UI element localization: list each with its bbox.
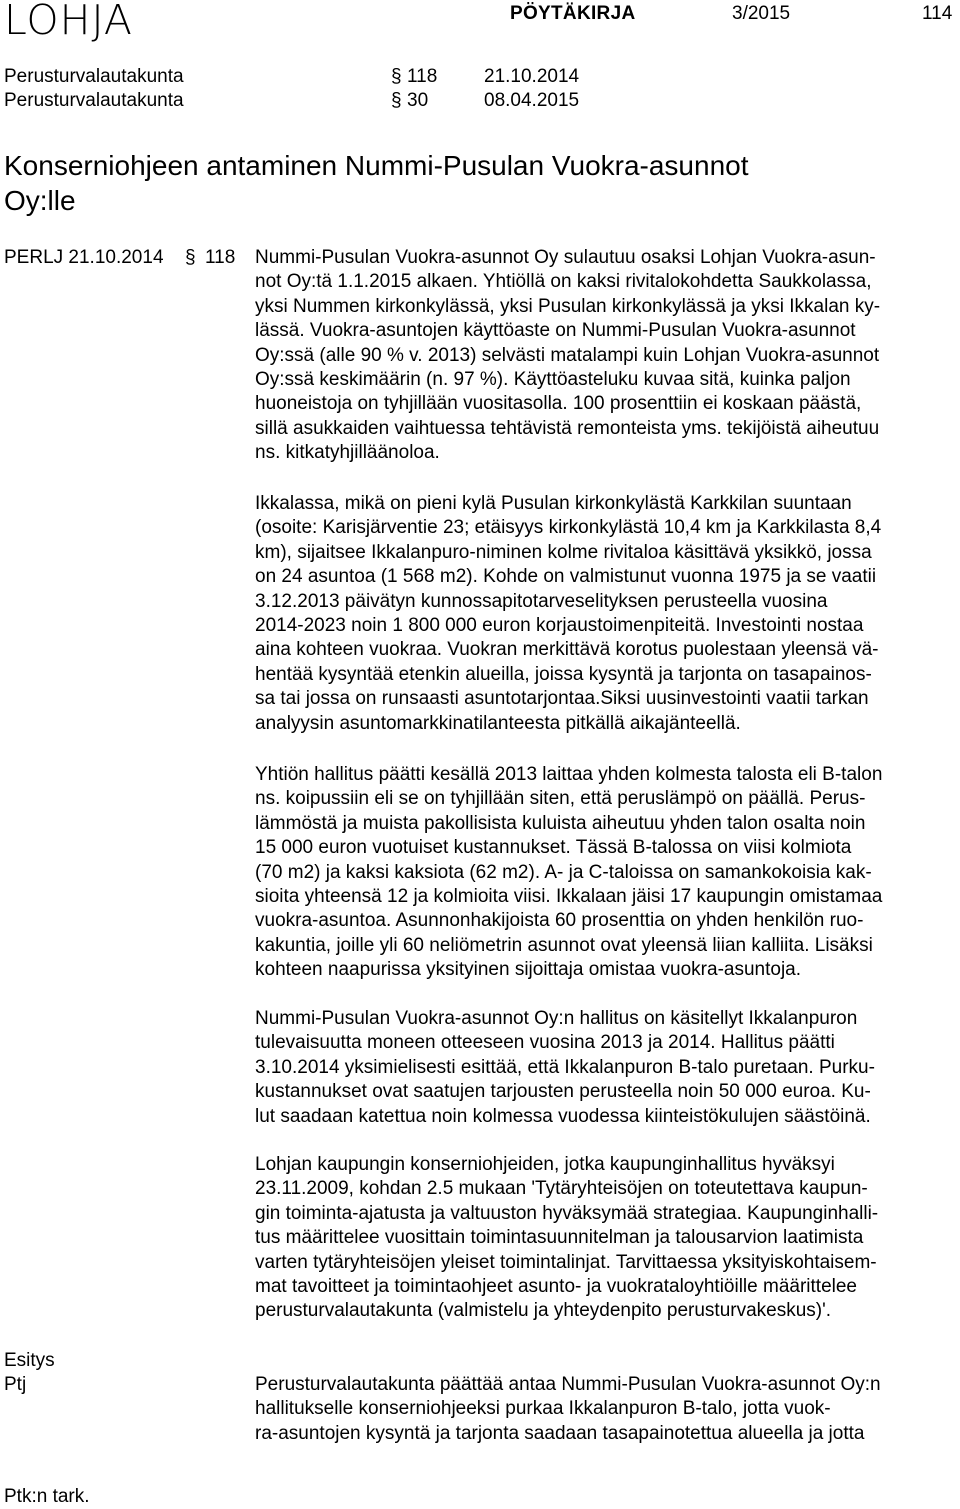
text-line: sioita yhteensä 12 ja kolmioita viisi. Ikkalaan jäisi 17 kaupungin omistamaa — [255, 886, 883, 908]
paragraph-5 — [255, 1153, 960, 1324]
text-line: perusturvalautakunta (valmistelu ja yhteydenpito perusturvakeskus)'. — [255, 1300, 832, 1322]
text-line: Ikkalassa, mikä on pieni kylä Pusulan kirkonkylästä Karkkilan suuntaan — [255, 493, 852, 514]
text-line: not Oy:tä 1.1.2015 alkaen. Yhtiöllä on kaksi rivitalokohdetta Saukkolassa, — [255, 271, 872, 293]
text-line: Yhtiön hallitus päätti kesällä 2013 laittaa yhden kolmesta talosta eli B-talon — [255, 764, 883, 785]
text-line: (osoite: Karisjärventie 23; etäisyys kirkonkylästä 10,4 km ja Karkkilasta 8,4 — [255, 517, 882, 539]
text-line: aina kohteen vuokraa. Vuokran merkittävä korotus puolestaan yleensä vä- — [255, 639, 879, 661]
text-line: mat tavoitteet ja toimintaohjeet asunto- ja vuokrataloyhtiöille määrittelee — [255, 1276, 857, 1298]
text-line: 3.12.2013 päivätyn kunnossapitotarveselityksen perusteella vuosina — [255, 590, 828, 612]
text-line: sa tai jossa on runsaasti asuntotarjontaa.Siksi uusinvestointi vaatii tarkan — [255, 688, 869, 710]
text-line: yksi Nummen kirkonkylässä, yksi Pusulan kirkonkylässä ja yksi Ikkalan ky- — [255, 295, 881, 317]
document-type: PÖYTÄKIRJA — [510, 3, 636, 24]
text-line: Oy:ssä (alle 90 % v. 2013) selvästi matalampi kuin Lohjan Vuokra-asunnot — [255, 344, 880, 366]
text-line: Oy:ssä keskimäärin (n. 97 %). Käyttöasteluku kuvaa sitä, kuinka paljon — [255, 369, 851, 391]
meta-section-number: 30 — [407, 90, 429, 111]
section-sign: § — [185, 247, 196, 268]
section-sign: § — [391, 66, 402, 87]
text-line: ns. kitkatyhjilläänoloa. — [255, 442, 440, 464]
text-line: hentää kysyntää etenkin alueilla, joissa kysyntä ja tarjonta on tasapainos- — [255, 663, 872, 685]
paragraph-3 — [255, 763, 960, 983]
paragraph-4 — [255, 1007, 960, 1129]
text-line: lässä. Vuokra-asuntojen käyttöaste on Nummi-Pusulan Vuokra-asunnot — [255, 320, 856, 342]
text-line: on 24 asuntoa (1 568 m2). Kohde on valmistunut vuonna 1975 ja se vaatii — [255, 566, 877, 588]
text-line: 2014-2023 noin 1 800 000 euron korjaustoimenpiteitä. Investointi nostaa — [255, 615, 864, 637]
text-line: varten tytäryhteisöjen yleiset toimintalinjat. Tarvittaessa yksityiskohtaisem- — [255, 1251, 877, 1273]
page-title — [4, 148, 944, 218]
text-line: lämmöstä ja muista pakollisista kuluista aiheutuu yhden talon osalta noin — [255, 812, 866, 834]
text-line: Lohjan kaupungin konserniohjeiden, jotka kaupunginhallitus hyväksyi — [255, 1154, 835, 1175]
footer-ptk-tark: Ptk:n tark. — [4, 1486, 90, 1507]
meta-line-1 — [4, 65, 704, 89]
page-title-line-2: Oy:lle — [4, 185, 76, 216]
paragraph-1 — [255, 246, 960, 466]
text-line: Nummi-Pusulan Vuokra-asunnot Oy sulautuu osaksi Lohjan Vuokra-asun- — [255, 247, 876, 268]
meta-date: 08.04.2015 — [484, 90, 580, 111]
section-sign: § — [391, 90, 402, 111]
text-line: Perusturvalautakunta päättää antaa Nummi-Pusulan Vuokra-asunnot Oy:n — [255, 1374, 881, 1395]
perlj-label — [4, 246, 244, 270]
text-line: Nummi-Pusulan Vuokra-asunnot Oy:n hallitus on käsitellyt Ikkalanpuron — [255, 1008, 858, 1029]
perlj-number: 118 — [205, 247, 236, 268]
paragraph-6 — [255, 1373, 960, 1446]
document-number: 3/2015 — [732, 3, 791, 24]
text-line: kustannukset ovat saatujen tarjousten perusteella noin 50 000 euroa. Ku- — [255, 1081, 871, 1103]
text-line: hallitukselle konserniohjeeksi purkaa Ikkalanpuron B-talo, jotta vuok- — [255, 1398, 831, 1420]
meta-date: 21.10.2014 — [484, 66, 580, 87]
text-line: ns. koipussiin eli se on tyhjillään siten, että peruslämpö on päällä. Perus- — [255, 788, 866, 810]
text-line: 3.10.2014 yksimielisesti esittää, että Ikkalanpuron B-talo puretaan. Purku- — [255, 1056, 875, 1078]
text-line: (70 m2) ja kaksi kaksiota (62 m2). A- ja C-taloissa on samankokoisia kak- — [255, 861, 872, 883]
text-line: 15 000 euron vuotuiset kustannukset. Tässä B-talossa on viisi kolmiota — [255, 837, 852, 859]
meta-section-number: 118 — [407, 66, 438, 87]
text-line: kohteen naapurissa yksityinen sijoittaja omistaa vuokra-asuntoja. — [255, 959, 802, 981]
logo: LOHJA — [4, 0, 133, 44]
text-line: 23.11.2009, kohdan 2.5 mukaan 'Tytäryhteisöjen on toteutettava kaupun- — [255, 1178, 868, 1200]
text-line: km), sijaitsee Ikkalanpuro-niminen kolme rivitaloa käsittävä yksikkö, jossa — [255, 541, 872, 563]
text-line: tulevaisuutta moneen otteeseen vuosina 2013 ja 2014. Hallitus päätti — [255, 1032, 835, 1054]
perlj-text: PERLJ 21.10.2014 — [4, 247, 164, 268]
esitys-label: Esitys — [4, 1350, 55, 1371]
meta-line-2 — [4, 89, 704, 113]
page-title-line-1: Konserniohjeen antaminen Nummi-Pusulan Vuokra-asunnot — [4, 150, 749, 181]
text-line: analyysin asuntomarkkinatilanteesta pitkällä aikajänteellä. — [255, 712, 741, 734]
meta-body-name: Perusturvalautakunta — [4, 90, 184, 111]
text-line: ra-asuntojen kysyntä ja tarjonta saadaan tasapainotettua alueella ja jotta — [255, 1422, 865, 1444]
text-line: lut saadaan katettua noin kolmessa vuodessa kiinteistökulujen säästöinä. — [255, 1105, 871, 1127]
page-number: 114 — [922, 3, 953, 24]
text-line: tus määrittelee vuosittain toimintasuunnitelman ja talousarvion laatimista — [255, 1227, 864, 1249]
paragraph-2 — [255, 492, 960, 736]
text-line: vuokra-asuntoa. Asunnonhakijoista 60 prosenttia on yhden henkilön ruo- — [255, 910, 864, 932]
ptj-label: Ptj — [4, 1374, 27, 1395]
text-line: huoneistoja on tyhjillään vuositasolla. 100 prosenttiin ei koskaan päästä, — [255, 393, 862, 415]
text-line: sillä asukkaiden vaihtuessa tehtävistä remonteista yms. tekijöistä aiheutuu — [255, 417, 880, 439]
meta-body-name: Perusturvalautakunta — [4, 66, 184, 87]
text-line: gin toiminta-ajatusta ja valtuuston hyväksymää strategiaa. Kaupunginhalli- — [255, 1202, 879, 1224]
text-line: kakuntia, joille yli 60 neliömetrin asunnot ovat yleensä liian kalliita. Lisäksi — [255, 934, 873, 956]
